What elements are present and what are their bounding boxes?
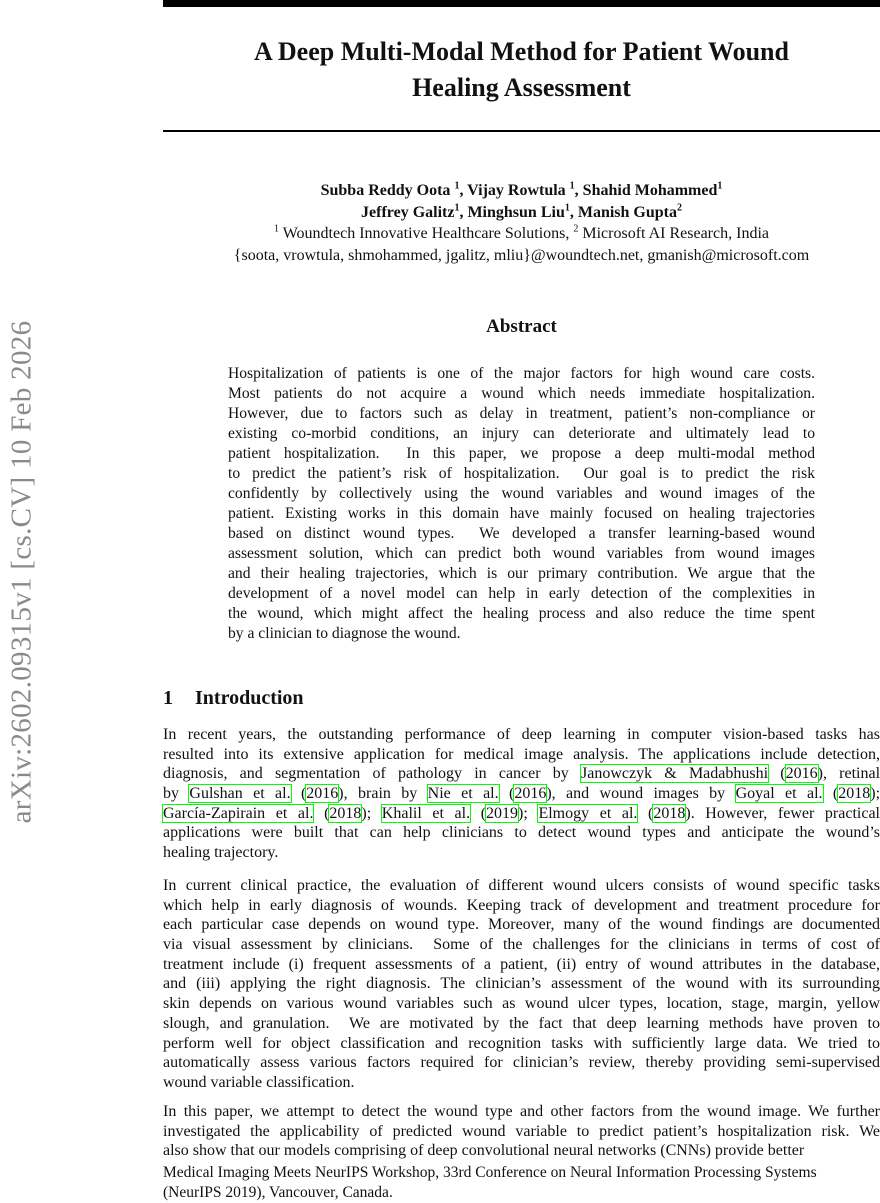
text-line	[163, 994, 880, 1014]
section-number: 1	[163, 687, 173, 709]
text-run: patient. Existing works in this domain have mainly focused on healing trajectories	[228, 505, 815, 522]
text-run: healing trajectory.	[163, 844, 279, 862]
author-line: Jeffrey Galitz$^1$, Minghsun Liu$^1$, Manish Gupta$^2$	[361, 202, 682, 221]
text-run: );	[361, 804, 382, 822]
text-run: by a clinician to diagnose the wound.	[228, 625, 461, 642]
text-line	[163, 974, 880, 994]
text-line	[228, 484, 815, 504]
text-line	[163, 935, 880, 955]
text-run: In this paper, we attempt to detect the wound type and other factors from the wound image. We further	[163, 1103, 880, 1120]
text-run: by	[163, 785, 190, 803]
citation-link[interactable]: 2016	[514, 785, 547, 803]
text-run: ). However, fewer practical	[685, 804, 880, 822]
text-line	[163, 955, 880, 975]
text-line	[228, 464, 815, 484]
text-run: and (iii) applying the right diagnosis. The clinician’s assessment of the wound with its surrounding	[163, 975, 880, 993]
text-line	[228, 424, 815, 444]
venue-footnote	[163, 1163, 880, 1203]
text-line	[228, 524, 815, 544]
text-run: the wound, which might affect the healing process and also reduce the time spent	[228, 605, 815, 622]
citation-link[interactable]: 2018	[329, 804, 362, 822]
author-emails: {soota, vrowtula, shmohammed, jgalitz, mliu}@woundtech.net, gmanish@microsoft.com	[233, 246, 810, 264]
affil-mark: 1	[569, 180, 575, 192]
text-run: Most patients do not acquire a wound which needs immediate hospitalization.	[228, 385, 815, 402]
arxiv-identifier: arXiv:2602.09315v1 [cs.CV] 10 Feb 2026	[5, 320, 38, 824]
text-run: existing co-morbid conditions, an injury can deteriorate and ultimately lead to	[228, 425, 815, 442]
affil-mark: 1	[717, 180, 723, 192]
text-line	[228, 364, 815, 384]
intro-paragraph-3	[163, 1102, 880, 1161]
footnote-line: Medical Imaging Meets NeurIPS Workshop, 33rd Conference on Neural Information Processing Systems	[163, 1164, 817, 1181]
text-run: to predict the patient’s risk of hospitalization. Our goal is to predict the risk	[228, 465, 815, 482]
citation-link[interactable]: 2018	[653, 804, 686, 822]
author-name: Shahid Mohammed	[582, 182, 718, 199]
text-line	[163, 1141, 880, 1161]
text-run: via visual assessment by clinicians. Some of the challenges for the clinicians in terms of cost of	[163, 936, 880, 954]
author-name: Subba Reddy Oota	[320, 182, 451, 199]
text-line	[163, 876, 880, 896]
author-name: Minghsun Liu	[467, 203, 565, 221]
text-run: treatment include (i) frequent assessments of a patient, (ii) entry of wound attributes in the database,	[163, 955, 880, 973]
text-run: wound variable classification.	[163, 1073, 355, 1091]
text-line	[163, 1014, 880, 1034]
text-run: In current clinical practice, the evaluation of different wound ulcers consists of wound specific tasks	[163, 877, 880, 894]
citation-link[interactable]: 2018	[838, 785, 871, 803]
title-line: Healing Assessment	[412, 73, 631, 102]
affil-mark: 1	[454, 180, 460, 192]
text-line	[163, 1122, 880, 1142]
text-run: and their healing trajectories, which is our primary contribution. We argue that the	[228, 565, 815, 582]
text-run: investigated the applicability of predicted wound variable to predict patient’s hospitalization risk. We	[163, 1122, 880, 1140]
text-line	[163, 823, 880, 843]
affil-mark: 1	[274, 223, 280, 235]
citation-link[interactable]: 2019	[486, 804, 519, 822]
author-name: Jeffrey Galitz	[361, 203, 455, 221]
author-block	[163, 180, 880, 266]
intro-paragraph-1	[163, 725, 880, 863]
text-run: diagnosis, and segmentation of pathology in cancer by	[163, 765, 582, 783]
citation-link[interactable]: Nie et al.	[427, 785, 499, 803]
citation-link[interactable]: Elmogy et al.	[538, 804, 638, 822]
text-run: resulted into its extensive application for medical image analysis. The applications include detection,	[163, 745, 880, 763]
citation-link[interactable]: 2016	[306, 785, 339, 803]
text-line	[228, 504, 815, 524]
text-line	[228, 384, 815, 404]
text-run: confidently by collectively using the wound variables and wound images of the	[228, 485, 815, 502]
text-line	[163, 725, 880, 745]
affil-mark: 1	[564, 202, 570, 214]
text-run: (	[498, 785, 515, 803]
text-line	[163, 745, 880, 765]
affiliation: Microsoft AI Research, India	[582, 225, 769, 242]
text-run: assessment solution, which can predict both wound variables from wound images	[228, 545, 815, 562]
text-line	[228, 584, 815, 604]
text-line	[163, 1053, 880, 1073]
author-name: Vijay Rowtula	[467, 182, 566, 199]
text-run: automatically assess various factors required for clinician’s review, thereby providing semi-supervised	[163, 1054, 880, 1072]
text-run: (	[822, 785, 839, 803]
text-run: based on distinct wound types. We developed a transfer learning-based wound	[228, 525, 815, 542]
text-line	[228, 444, 815, 464]
text-run: In recent years, the outstanding performance of deep learning in computer vision-based tasks has	[163, 726, 880, 743]
citation-link[interactable]: Khalil et al.	[381, 804, 471, 822]
text-line	[163, 1034, 880, 1054]
citation-link[interactable]: García-Zapirain et al.	[163, 804, 314, 822]
text-line	[163, 896, 880, 916]
text-run: each particular case depends on wound type. Moreover, many of the wound findings are documented	[163, 916, 880, 934]
text-run: );	[870, 785, 880, 803]
affil-mark: 2	[573, 223, 579, 235]
text-line	[163, 764, 880, 784]
text-run: );	[518, 804, 539, 822]
text-run: (	[470, 804, 487, 822]
section-title: Introduction	[195, 687, 304, 709]
text-run: (	[313, 804, 330, 822]
author-line: Subba Reddy Oota $^1$, Vijay Rowtula $^1$, Shahid Mohammed$^1$	[320, 180, 723, 199]
text-line	[228, 404, 815, 424]
intro-paragraph-2	[163, 876, 880, 1093]
top-rule	[163, 0, 880, 7]
abstract-heading: Abstract	[486, 316, 557, 337]
section-heading	[163, 687, 304, 710]
paper-title	[163, 34, 880, 106]
text-line	[228, 624, 815, 644]
text-run: patient hospitalization. In this paper, we propose a deep multi-modal method	[228, 445, 815, 462]
affil-mark: 1	[454, 202, 460, 214]
affiliations	[163, 223, 880, 245]
text-line	[228, 604, 815, 624]
title-rule	[163, 130, 880, 132]
text-line	[163, 1073, 880, 1093]
text-line	[163, 1102, 880, 1122]
text-line	[163, 784, 880, 804]
text-run: ), brain by	[338, 785, 428, 803]
text-run: (	[768, 765, 786, 783]
affiliation: Woundtech Innovative Healthcare Solutions,	[282, 225, 570, 242]
text-run: skin depends on various wound variables such as wound ulcer types, location, stage, margin, yellow	[163, 995, 880, 1013]
text-run: applications were built that can help clinicians to detect wound types and anticipate the wound’s	[163, 824, 880, 842]
text-run: which help in early diagnosis of wounds. Keeping track of development and treatment procedure for	[163, 896, 880, 914]
text-run: perform well for object classification and recognition tasks with sufficiently large data. We tried to	[163, 1034, 880, 1052]
footnote-line: (NeurIPS 2019), Vancouver, Canada.	[163, 1184, 393, 1201]
citation-link[interactable]: Gulshan et al.	[189, 785, 291, 803]
citation-link[interactable]: 2016	[785, 765, 818, 783]
text-run: also show that our models comprising of deep convolutional neural networks (CNNs) provide better	[163, 1142, 805, 1160]
text-run: (	[637, 804, 654, 822]
text-run: Hospitalization of patients is one of the major factors for high wound care costs.	[228, 365, 815, 382]
text-line	[163, 804, 880, 824]
text-run: ), and wound images by	[546, 785, 736, 803]
text-line	[163, 915, 880, 935]
citation-link[interactable]: Janowczyk & Madabhushi	[581, 765, 769, 783]
text-line	[228, 544, 815, 564]
citation-link[interactable]: Goyal et al.	[735, 785, 823, 803]
text-run: (	[290, 785, 307, 803]
affil-mark: 2	[676, 202, 682, 214]
text-run: ), retinal	[817, 765, 880, 783]
text-run: However, due to factors such as delay in treatment, patient’s non-compliance or	[228, 405, 815, 422]
author-name: Manish Gupta	[577, 203, 677, 221]
text-line	[163, 843, 880, 863]
text-run: development of a novel model can help in early detection of the complexities in	[228, 585, 815, 602]
abstract-body	[228, 364, 815, 644]
text-run: slough, and granulation. We are motivated by the fact that deep learning methods have proven to	[163, 1014, 880, 1032]
text-line	[228, 564, 815, 584]
title-line: A Deep Multi-Modal Method for Patient Wound	[254, 37, 789, 66]
